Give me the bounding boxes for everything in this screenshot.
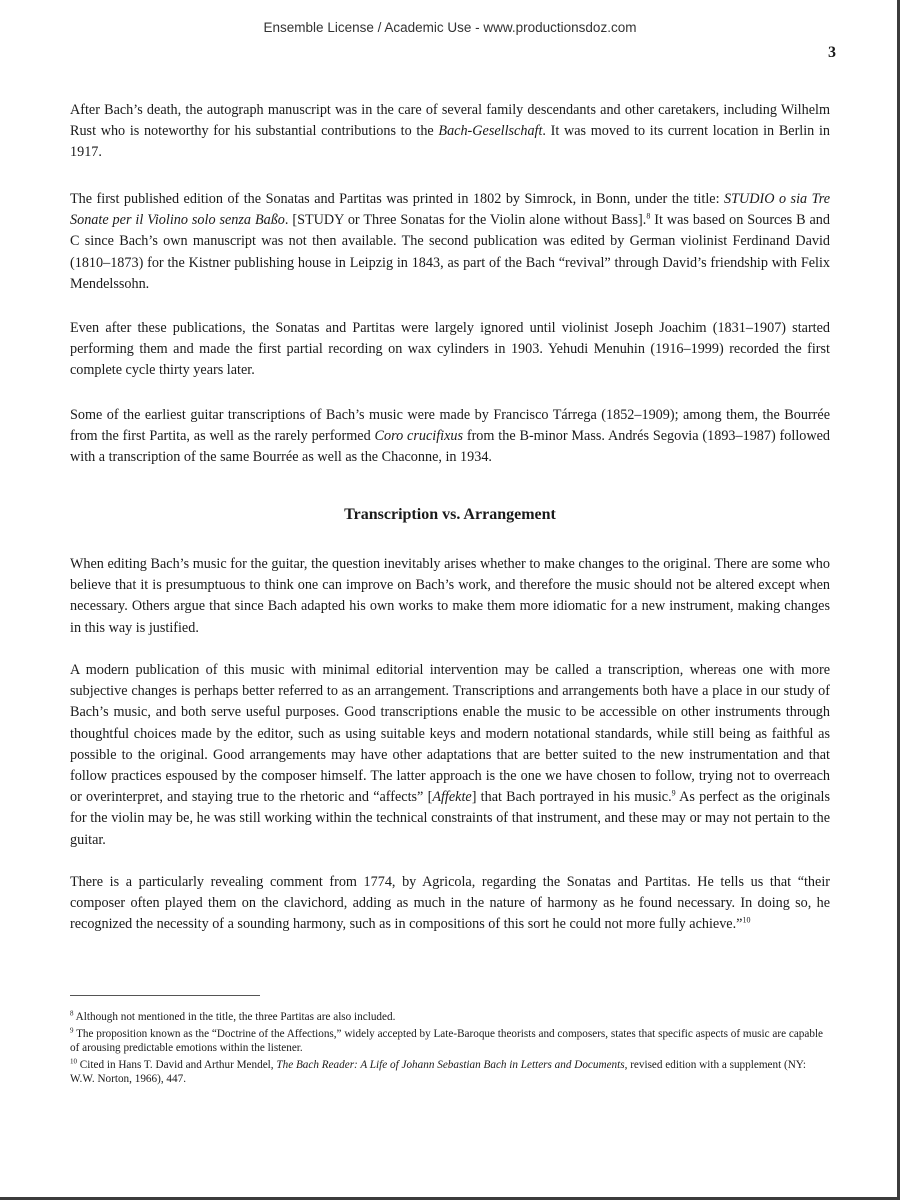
footnote-10-text-b: , revised edition with a supplement (NY: W.W. Norton, 1966), 447. (70, 1059, 806, 1085)
paragraph-7 (70, 872, 830, 936)
footnote-10-book-title: The Bach Reader: A Life of Johann Sebastian Bach in Letters and Documents (276, 1059, 625, 1071)
p1-text: After Bach’s death, the autograph manuscript was in the care of several family descendants and other caretakers, including Wilhelm Rust who is noteworthy for his substantial contributions to the (70, 102, 830, 140)
paragraph-4 (70, 405, 830, 469)
footnote-10 (70, 1058, 830, 1086)
section-heading: Transcription vs. Arrangement (344, 506, 556, 523)
p7-text: There is a particularly revealing comment from 1774, by Agricola, regarding the Sonatas and Partitas. He tells us that “their composer often played them on the clavichord, adding as much in the nature of harmony as he found necessary. In doing so, he recognized the necessity of a sounding harmony, such as in compositions of this sort he could not more fully achieve.” (70, 874, 830, 933)
p4-italic: Coro crucifixus (374, 428, 463, 445)
page-number: 3 (828, 44, 836, 61)
p2-text-c: It was based on Sources B and C since Bach’s own manuscript was not then available. The second publication was edited by German violinist Ferdinand David (1810–1873) for the Kistner publishing house in Leipzig in 1843, as part of the Bach “revival” through David’s friendship with Felix Mendelssohn. (70, 212, 830, 292)
paragraph-5 (70, 554, 830, 639)
paragraph-3 (70, 318, 830, 382)
footnote-ref-9[interactable]: 9 (671, 788, 676, 798)
footnotes (70, 1010, 830, 1089)
footnote-9 (70, 1027, 830, 1055)
p5-text: When editing Bach’s music for the guitar, the question inevitably arises whether to make changes to the original. There are some who believe that it is presumptuous to think one can improve on Bach’s work, and therefore the music should not be altered except when necessary. Others argue that since Bach adapted his own works to make them more idiomatic for a new instrument, making changes in this way is justified. (70, 556, 830, 636)
footnote-ref-8[interactable]: 8 (646, 211, 651, 221)
footnote-9-number: 9 (70, 1026, 74, 1035)
p2-italic-title: STUDIO o sia Tre Sonate per il Violino solo senza Baßo (70, 191, 830, 229)
footnote-divider (70, 995, 260, 996)
license-header: Ensemble License / Academic Use - www.productionsdoz.com (263, 20, 637, 35)
p6-text-a: A modern publication of this music with minimal editorial intervention may be called a transcription, whereas one with more subjective changes is perhaps better referred to as an arrangement. Transcriptions and arrangements both have a place in our study of Bach’s music, and both serve useful purposes. Good transcriptions enable the music to be accessible on other instruments through thoughtful choices made by the editor, such as using suitable keys and modern notational standards, while still being as faithful as possible to the original. Good arrangements may have other adaptations that are better suited to the new instrumentation and that follow practices espoused by the composer himself. The latter approach is the one we have chosen to follow, trying not to overreach or overinterpret, and staying true to the rhetoric and “affects” [ (70, 662, 830, 806)
footnote-8-text: Although not mentioned in the title, the three Partitas are also included. (73, 1011, 396, 1023)
footnote-8-number: 8 (70, 1009, 74, 1018)
p6-text-c: As perfect as the originals for the violin may be, he was still working within the technical constraints of that instrument, and these may or may not pertain to the guitar. (70, 789, 830, 848)
paragraph-1 (70, 100, 830, 164)
footnote-10-number: 10 (70, 1057, 77, 1066)
p2-text-b: . [STUDY or Three Sonatas for the Violin alone without Bass]. (284, 212, 647, 229)
p4-text-a: Some of the earliest guitar transcriptions of Bach’s music were made by Francisco Tárrega (1852–1909); among them, the Bourrée from the first Partita, as well as the rarely performed (70, 407, 830, 445)
p1-italic: Bach-Gesellschaft (438, 123, 543, 140)
paragraph-2 (70, 189, 830, 295)
footnote-10-text-a: Cited in Hans T. David and Arthur Mendel, (77, 1059, 277, 1071)
footnote-ref-10[interactable]: 10 (742, 915, 751, 925)
paragraph-6 (70, 660, 830, 851)
p4-text-b: from the B-minor Mass. Andrés Segovia (1893–1987) followed with a transcription of the same Bourrée as well as the Chaconne, in 1934. (70, 428, 830, 466)
p3-text: Even after these publications, the Sonatas and Partitas were largely ignored until violinist Joseph Joachim (1831–1907) started performing them and made the first partial recording on wax cylinders in 1903. Yehudi Menuhin (1916–1999) recorded the first complete cycle thirty years later. (70, 320, 830, 379)
footnote-9-text: The proposition known as the “Doctrine of the Affections,” widely accepted by Late-Baroque theorists and composers, states that specific aspects of music are capable of arousing predictable emotions within the listener. (70, 1028, 824, 1054)
p1-end: . It was moved to its current location in Berlin in 1917. (70, 123, 830, 161)
p6-text-b: ] that Bach portrayed in his music. (471, 789, 672, 806)
footnote-8 (70, 1010, 830, 1024)
p6-italic: Affekte (432, 789, 472, 806)
p2-text-a: The first published edition of the Sonatas and Partitas was printed in 1802 by Simrock, in Bonn, under the title: (70, 191, 725, 207)
